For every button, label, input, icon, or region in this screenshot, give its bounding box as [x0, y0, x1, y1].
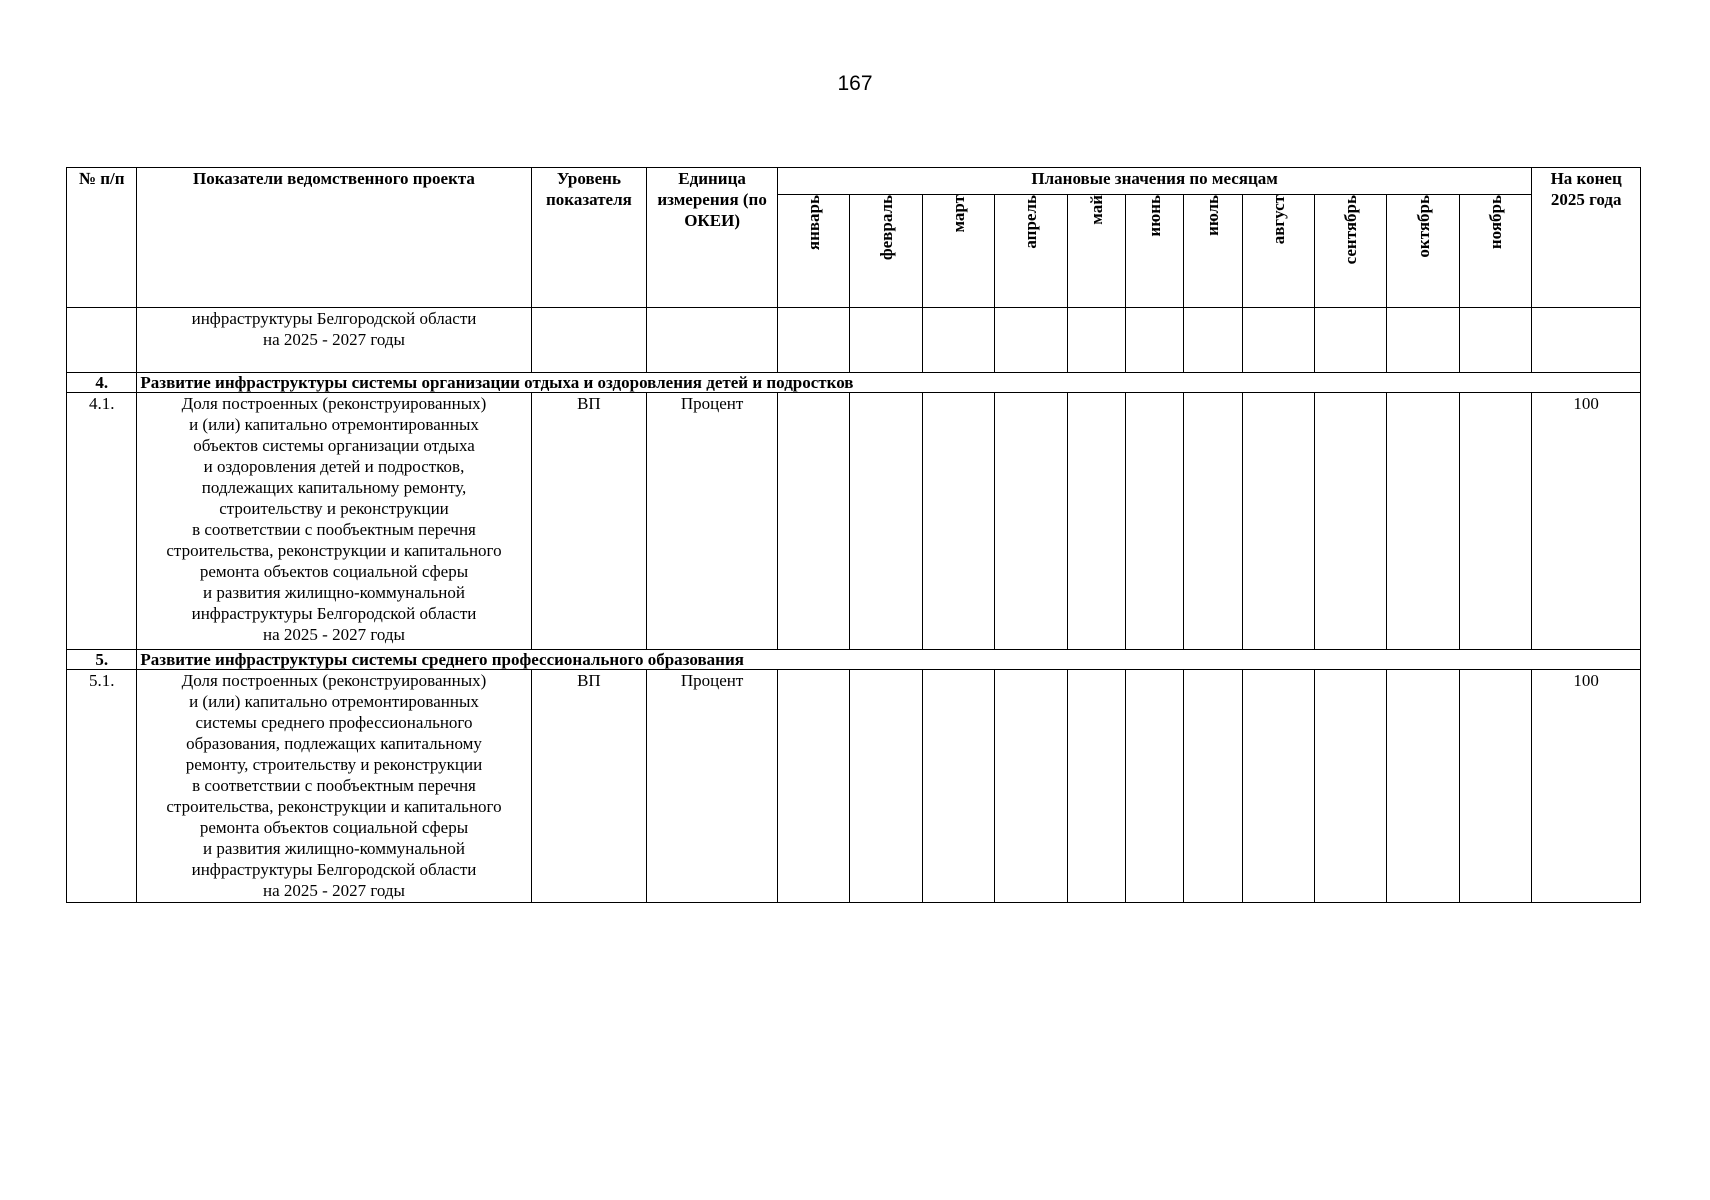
- cell-empty: [1532, 308, 1641, 373]
- row-number: 5.1.: [67, 670, 137, 903]
- cell-empty: [67, 308, 137, 373]
- month-header: ноябрь: [1459, 195, 1532, 308]
- month-value: [1459, 670, 1532, 903]
- indicator-text: Доля построенных (реконструированных) и (или) капитально отремонтированных объектов системы организации отдыха и оздоровления детей и подростков, подлежащих капитальному ремонту, строительству и реконструкции в соответствии с пообъектным перечня строительства, реконструкции и капитального ремонта объектов социальной сферы и развития жилищно-коммунальной инфраструктуры Белгородской области на 2025 - 2027 годы: [137, 393, 531, 650]
- indicator-level: ВП: [531, 670, 647, 903]
- section-row: [67, 373, 1641, 393]
- cell-empty: [1459, 308, 1532, 373]
- month-header: апрель: [995, 195, 1067, 308]
- table-row: [67, 670, 1641, 903]
- month-value: [777, 393, 849, 650]
- section-number: 4.: [67, 373, 137, 393]
- month-value: [1387, 670, 1459, 903]
- month-value: [922, 393, 994, 650]
- month-value: [1125, 670, 1183, 903]
- month-value: [1067, 393, 1125, 650]
- cell-empty: [531, 308, 647, 373]
- section-title: Развитие инфраструктуры системы среднего профессионального образования: [137, 650, 1641, 670]
- indicator-unit: Процент: [647, 393, 778, 650]
- header-num: № п/п: [67, 168, 137, 308]
- indicator-text: Доля построенных (реконструированных) и (или) капитально отремонтированных системы среднего профессионального образования, подлежащих капитальному ремонту, строительству и реконструкции в соответствии с пообъектным перечня строительства, реконструкции и капитального ремонта объектов социальной сферы и развития жилищно-коммунальной инфраструктуры Белгородской области на 2025 - 2027 годы: [137, 670, 531, 903]
- header-level: Уровень показателя: [531, 168, 647, 308]
- cell-empty: [995, 308, 1067, 373]
- section-title: Развитие инфраструктуры системы организации отдыха и оздоровления детей и подростков: [137, 373, 1641, 393]
- month-value: [1184, 393, 1242, 650]
- month-value: [850, 393, 922, 650]
- table-row: [67, 393, 1641, 650]
- month-header: март: [922, 195, 994, 308]
- month-value: [995, 670, 1067, 903]
- header-row: [67, 168, 1641, 195]
- month-header: октябрь: [1387, 195, 1459, 308]
- month-value: [850, 670, 922, 903]
- month-header: февраль: [850, 195, 922, 308]
- month-header: август: [1242, 195, 1314, 308]
- page-number: 167: [837, 72, 873, 95]
- cell-empty: [1387, 308, 1459, 373]
- month-value: [777, 670, 849, 903]
- indicator-unit: Процент: [647, 670, 778, 903]
- indicators-table: [66, 167, 1641, 903]
- cell-empty: [647, 308, 778, 373]
- month-header: июль: [1184, 195, 1242, 308]
- cell-empty: [1314, 308, 1386, 373]
- row-number: 4.1.: [67, 393, 137, 650]
- month-value: [1067, 670, 1125, 903]
- cell-empty: [1242, 308, 1314, 373]
- section-row: [67, 650, 1641, 670]
- month-header: январь: [777, 195, 849, 308]
- month-header: май: [1067, 195, 1125, 308]
- month-value: [1125, 393, 1183, 650]
- month-value: [995, 393, 1067, 650]
- cell-empty: [777, 308, 849, 373]
- month-value: [922, 670, 994, 903]
- month-value: [1242, 393, 1314, 650]
- cell-empty: [922, 308, 994, 373]
- header-indicator: Показатели ведомственного проекта: [137, 168, 531, 308]
- header-unit: Единица измерения (по ОКЕИ): [647, 168, 778, 308]
- month-value: [1387, 393, 1459, 650]
- year-end-value: 100: [1532, 670, 1641, 903]
- month-header: сентябрь: [1314, 195, 1386, 308]
- continuation-row: [67, 308, 1641, 373]
- cell-empty: [850, 308, 922, 373]
- indicator-level: ВП: [531, 393, 647, 650]
- header-year-end: На конец 2025 года: [1532, 168, 1641, 308]
- month-value: [1459, 393, 1532, 650]
- year-end-value: 100: [1532, 393, 1641, 650]
- cell-empty: [1184, 308, 1242, 373]
- month-value: [1314, 670, 1386, 903]
- month-value: [1184, 670, 1242, 903]
- continuation-text: инфраструктуры Белгородской области на 2025 - 2027 годы: [137, 308, 531, 373]
- cell-empty: [1067, 308, 1125, 373]
- month-value: [1242, 670, 1314, 903]
- cell-empty: [1125, 308, 1183, 373]
- month-value: [1314, 393, 1386, 650]
- header-monthly-group: Плановые значения по месяцам: [777, 168, 1531, 195]
- section-number: 5.: [67, 650, 137, 670]
- month-header: июнь: [1125, 195, 1183, 308]
